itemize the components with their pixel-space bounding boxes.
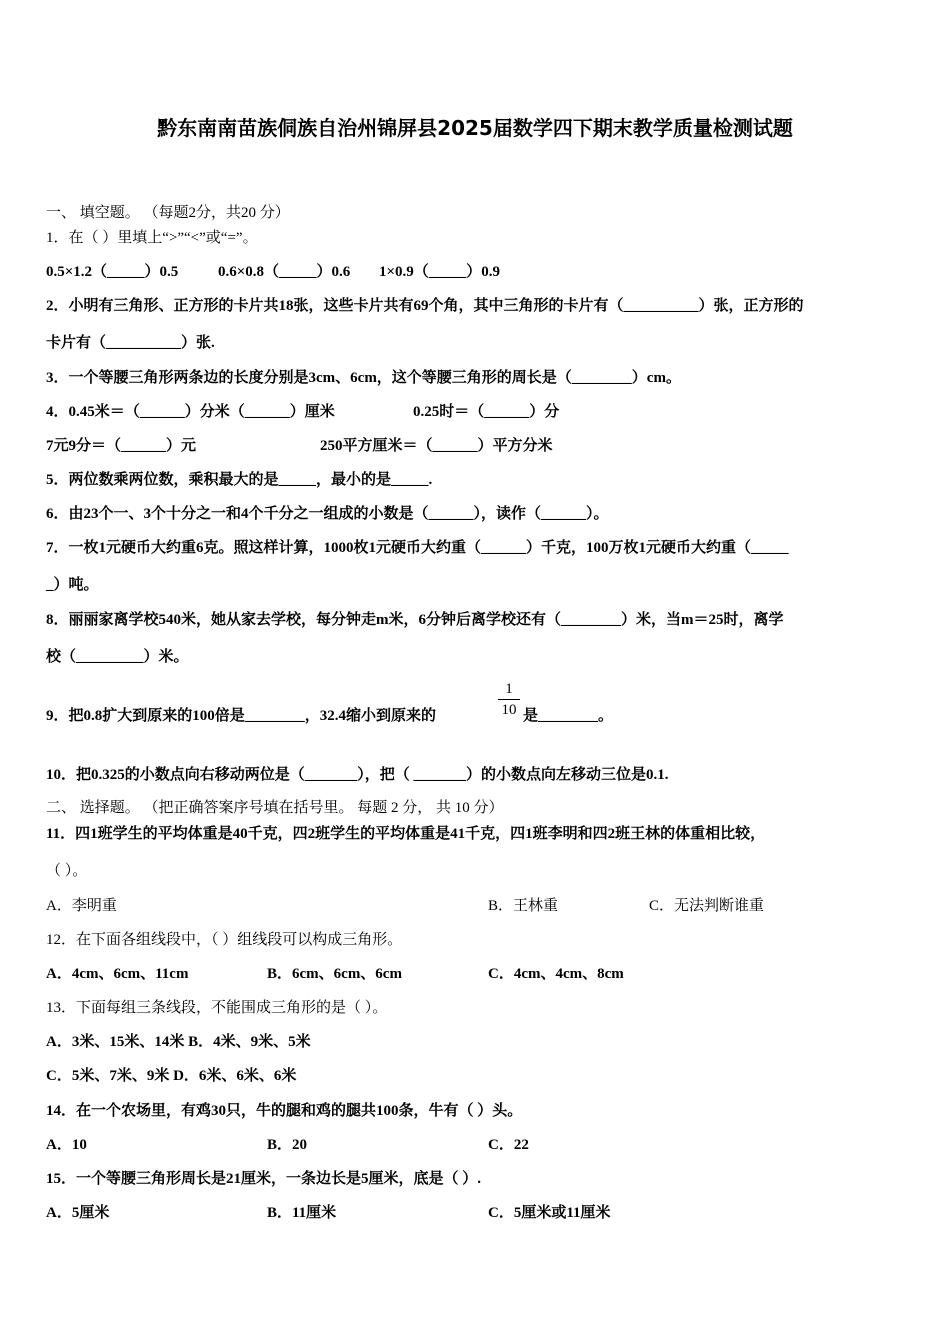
question-1: 1．在（ ）里填上“>”“<”或“=”。 — [46, 230, 258, 246]
question-5: 5．两位数乘两位数，乘积最大的是_____，最小的是_____. — [46, 472, 433, 488]
question-11-option-c: C．无法判断谁重 — [649, 898, 765, 914]
question-14: 14．在一个农场里，有鸡30只，牛的腿和鸡的腿共100条，牛有（ ）头。 — [46, 1103, 523, 1119]
section-2-heading: 二、 选择题。 （把正确答案序号填在括号里。 每题 2 分， 共 10 分） — [46, 800, 504, 816]
question-4-part-b: 0.25时＝（______）分 — [413, 404, 560, 420]
question-14-option-c: C．22 — [488, 1137, 529, 1153]
question-2-line-1: 2．小明有三角形、正方形的卡片共18张，这些卡片共有69个角，其中三角形的卡片有（__________）张，正方形的 — [46, 298, 804, 314]
question-12-option-c: C．4cm、4cm、8cm — [488, 966, 624, 982]
question-11-line-1: 11．四1班学生的平均体重是40千克，四2班学生的平均体重是41千克，四1班李明和四2班王林的体重相比较， — [46, 826, 766, 842]
question-2-line-2: 卡片有（__________）张. — [46, 335, 215, 351]
question-15-option-c: C．5厘米或11厘米 — [488, 1205, 611, 1221]
question-4-part-c: 7元9分＝（______）元 — [46, 438, 197, 454]
question-12: 12．在下面各组线段中，（ ）组线段可以构成三角形。 — [46, 932, 403, 948]
question-12-option-b: B．6cm、6cm、6cm — [267, 966, 402, 982]
question-4-part-d: 250平方厘米＝（______）平方分米 — [320, 438, 553, 454]
question-11-option-b: B．王林重 — [488, 898, 559, 914]
question-7-line-2: _）吨。 — [46, 577, 99, 593]
question-3: 3．一个等腰三角形两条边的长度分别是3cm、6cm，这个等腰三角形的周长是（________）cm。 — [46, 370, 681, 386]
question-15-option-b: B．11厘米 — [267, 1205, 337, 1221]
question-1-part-a: 0.5×1.2（_____）0.5 — [46, 264, 179, 280]
question-8-line-1: 8．丽丽家离学校540米，她从家去学校，每分钟走m米，6分钟后离学校还有（________）米，当m＝25时，离学 — [46, 612, 784, 628]
question-8-line-2: 校（_________）米。 — [46, 649, 189, 665]
question-14-option-b: B．20 — [267, 1137, 308, 1153]
question-15: 15．一个等腰三角形周长是21厘米，一条边长是5厘米，底是（ ）. — [46, 1171, 482, 1187]
page-title: 黔东南南苗族侗族自治州锦屏县2025届数学四下期末教学质量检测试题 — [157, 116, 793, 140]
question-13-options-ab: A．3米、15米、14米 B．4米、9米、5米 — [46, 1034, 311, 1050]
question-9-prefix: 9．把0.8扩大到原来的100倍是________，32.4缩小到原来的 — [46, 708, 437, 724]
fraction-numerator: 1 — [505, 681, 513, 697]
question-4-part-a: 4．0.45米＝（______）分米（______）厘米 — [46, 404, 335, 420]
question-14-option-a: A．10 — [46, 1137, 87, 1153]
fraction-one-tenth — [498, 680, 520, 719]
question-10: 10．把0.325的小数点向右移动两位是（_______），把（ _______）的小数点向左移动三位是0.1. — [46, 767, 669, 783]
fraction-denominator: 10 — [501, 702, 517, 718]
question-1-part-c: 1×0.9（_____）0.9 — [379, 264, 501, 280]
question-9-suffix: 是________。 — [523, 708, 614, 724]
question-7-line-1: 7．一枚1元硬币大约重6克。照这样计算，1000枚1元硬币大约重（______）千克，100万枚1元硬币大约重（_____ — [46, 540, 789, 556]
question-13-options-cd: C．5米、7米、9米 D．6米、6米、6米 — [46, 1068, 297, 1084]
section-1-heading: 一、 填空题。 （每题2分，共20 分） — [46, 205, 290, 221]
question-11-line-2: （ ）。 — [46, 863, 88, 879]
question-6: 6．由23个一、3个十分之一和4个千分之一组成的小数是（______），读作（______）。 — [46, 506, 609, 522]
question-1-part-b: 0.6×0.8（_____）0.6 — [218, 264, 351, 280]
question-12-option-a: A．4cm、6cm、11cm — [46, 966, 189, 982]
question-15-option-a: A．5厘米 — [46, 1205, 110, 1221]
question-13: 13．下面每组三条线段，不能围成三角形的是（ ）。 — [46, 1000, 388, 1016]
question-11-option-a: A．李明重 — [46, 898, 117, 914]
fraction-bar — [498, 699, 520, 700]
